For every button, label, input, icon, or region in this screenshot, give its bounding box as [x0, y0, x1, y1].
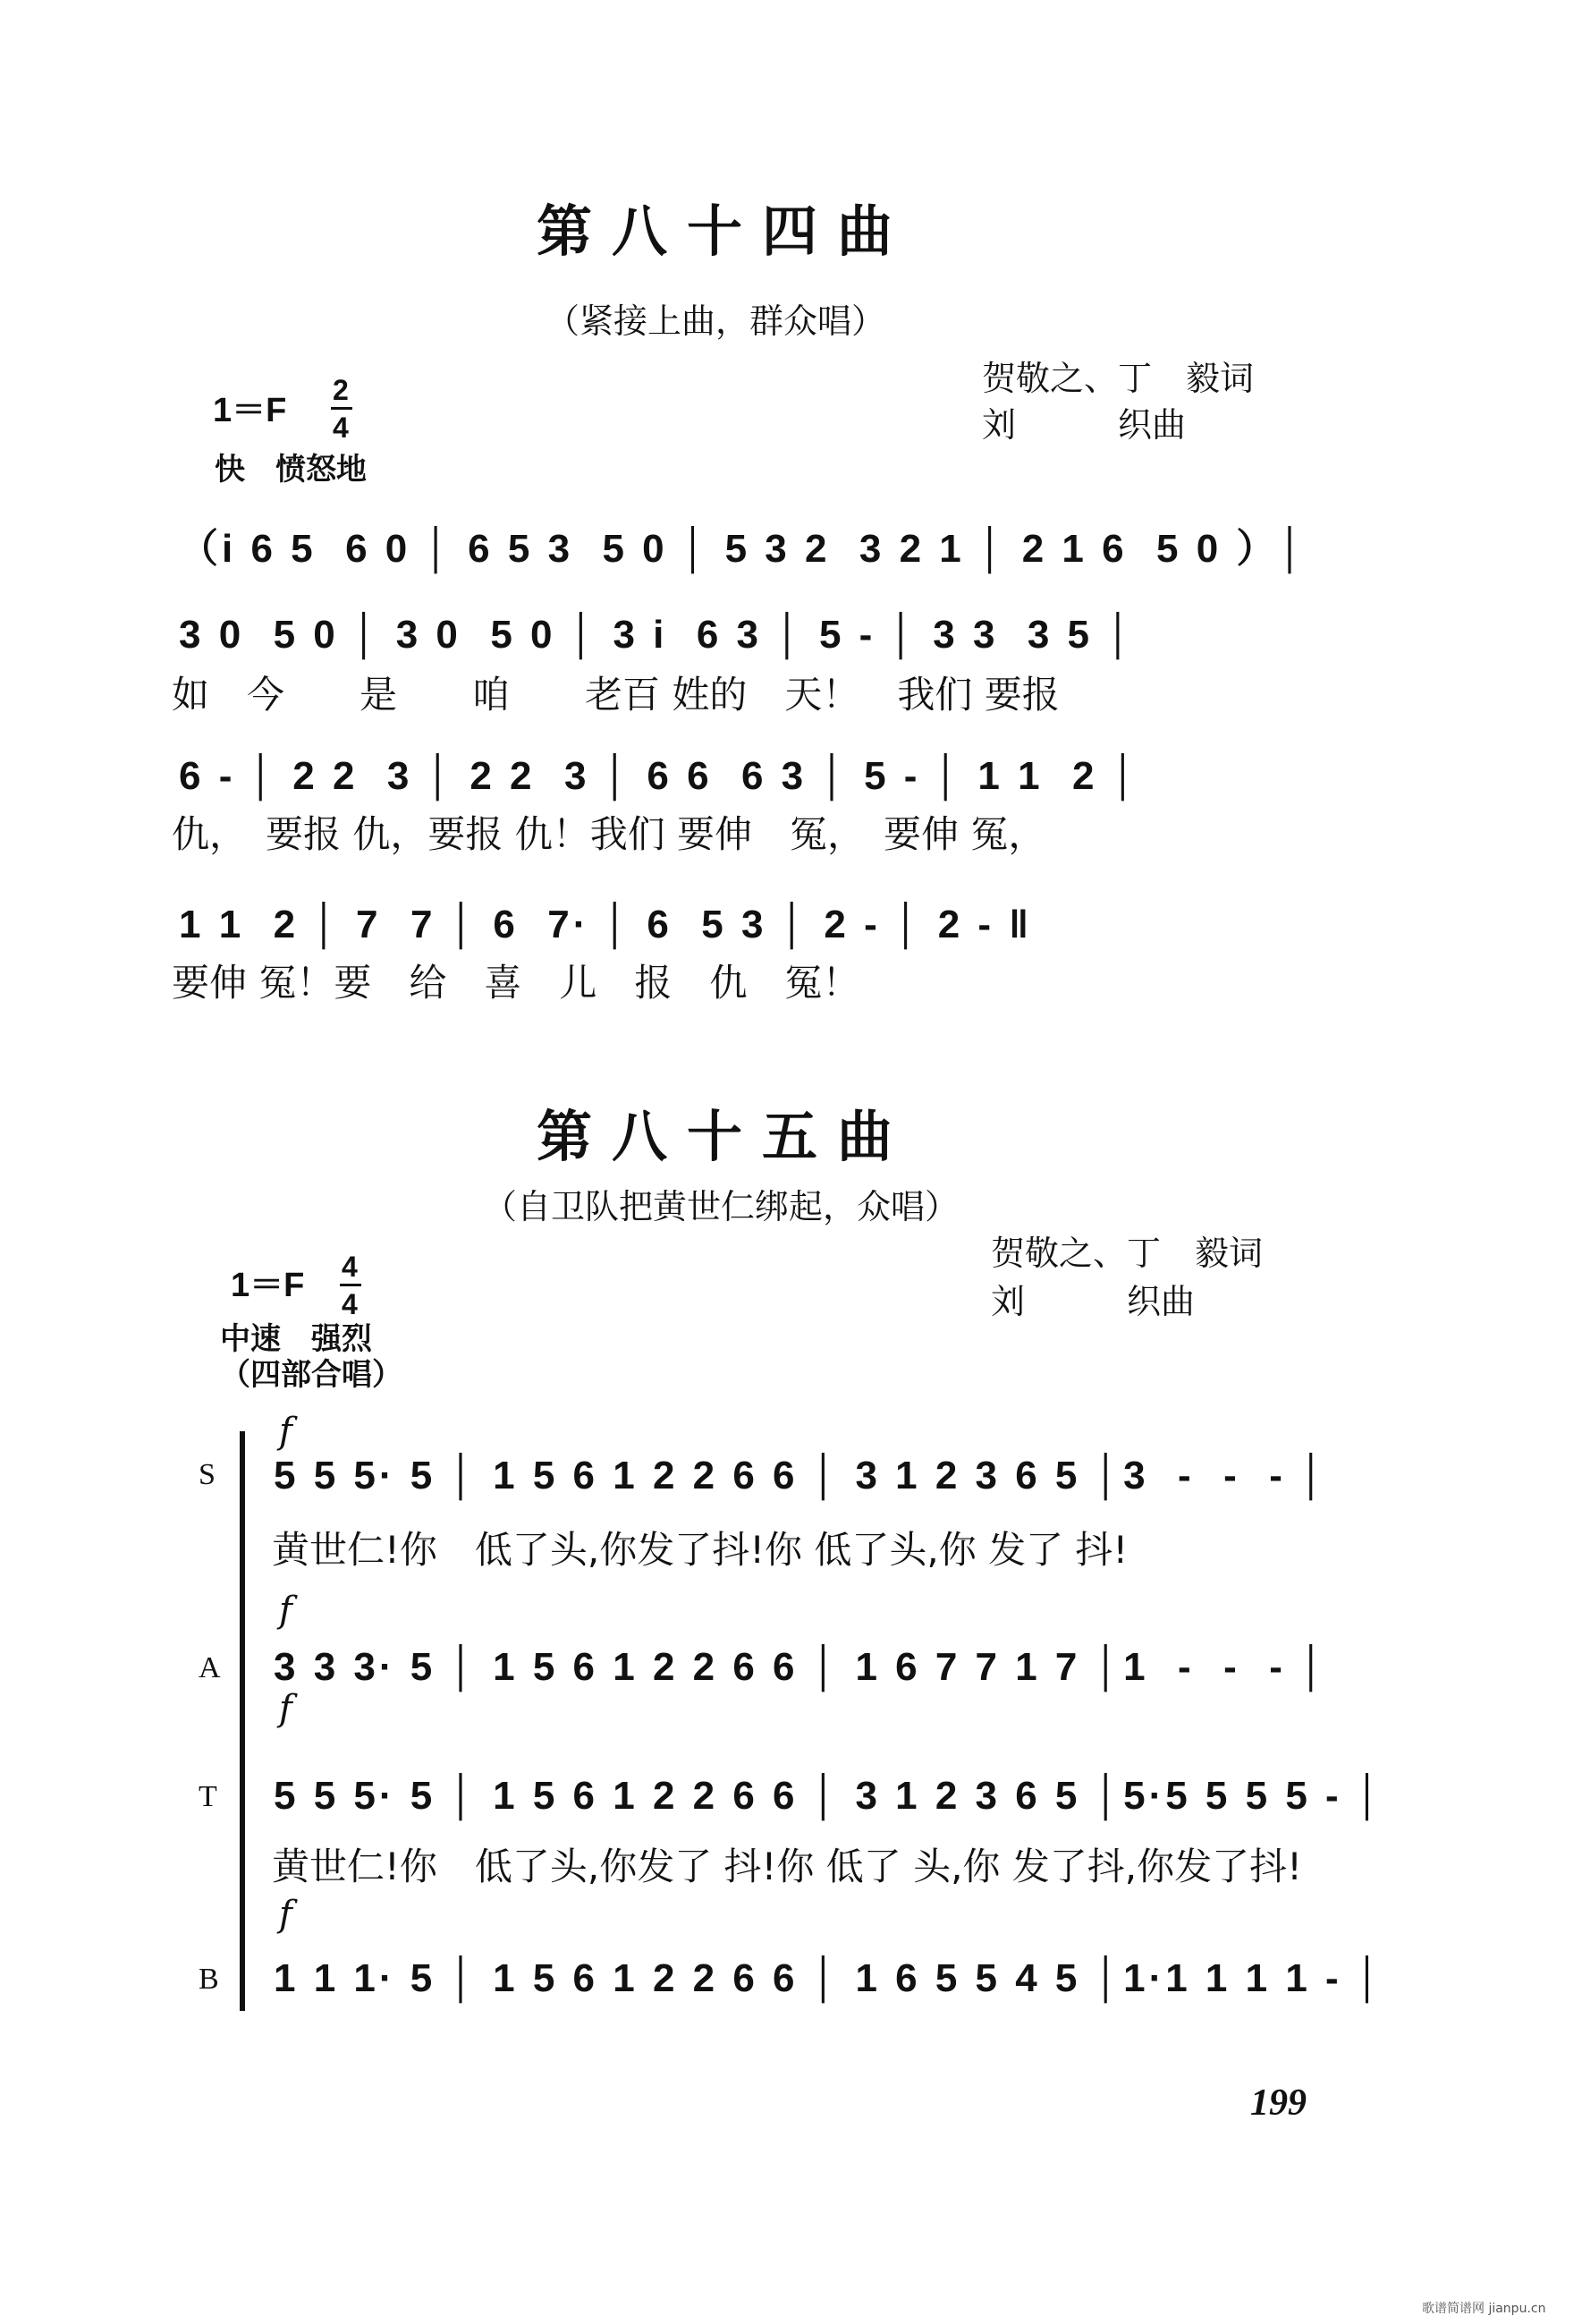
part-a-notes: 3 3 3· 5 │ 1 5 6 1 2 2 6 6 │ 1 6 7 7 1 7 │1 - - - │	[274, 1645, 1329, 1689]
part-b-notes: 1 1 1· 5 │ 1 5 6 1 2 2 6 6 │ 1 6 5 5 4 5 │1·1 1 1 1 - │	[274, 1956, 1385, 2000]
song84-line-2-lyrics: 如 今 是 咱 老百 姓的 天！ 我们 要报	[172, 673, 1060, 717]
song84-line-3-notes: 6 - │ 2 2 3 │ 2 2 3 │ 6 6 6 3 │ 5 - │ 1 1 2 │	[179, 754, 1141, 798]
song84-title: 第八十四曲	[537, 199, 913, 264]
part-label-a: A	[199, 1651, 221, 1684]
song85-key: 1＝F	[231, 1267, 305, 1304]
dynamic-t: f	[279, 1688, 292, 1729]
song84-line-3-lyrics: 仇， 要报 仇，要报 仇！我们 要伸 冤， 要伸 冤，	[172, 812, 1046, 856]
song85-time-line	[340, 1284, 361, 1286]
song84-subtitle: （紧接上曲，群众唱）	[546, 301, 886, 341]
part-s-notes: 5 5 5· 5 │ 1 5 6 1 2 2 6 6 │ 3 1 2 3 6 5 │3 - - - │	[274, 1454, 1329, 1497]
song84-line-4-lyrics: 要伸 冤！要 给 喜 儿 报 仇 冤！	[172, 961, 860, 1005]
song85-time-num: 4	[342, 1251, 358, 1283]
song85-subtitle: （自卫队把黄世仁绑起，众唱）	[483, 1187, 960, 1226]
song85-credit-lyrics: 贺敬之、丁 毅词	[991, 1234, 1264, 1273]
song84-tempo: 快 愤怒地	[215, 452, 367, 488]
song85-tempo: 中速 强烈	[220, 1321, 372, 1357]
part-label-s: S	[199, 1458, 216, 1491]
dynamic-b: f	[279, 1894, 292, 1935]
song85-title: 第八十五曲	[537, 1104, 913, 1169]
watermark: 歌谱简谱网 jianpu.cn	[1422, 2302, 1546, 2316]
song84-credit-music: 刘 织曲	[982, 405, 1187, 445]
song85-tempo-2: （四部合唱）	[220, 1357, 402, 1393]
part-s-lyrics: 黄世仁!你 低了头,你发了抖!你 低了头,你 发了 抖!	[272, 1528, 1129, 1572]
dynamic-s: f	[279, 1411, 292, 1452]
song84-time-num: 2	[333, 374, 349, 406]
song84-time-den: 4	[333, 411, 349, 444]
song84-time-line	[331, 407, 352, 410]
part-t-notes: 5 5 5· 5 │ 1 5 6 1 2 2 6 6 │ 3 1 2 3 6 5 │5·5 5 5 5 - │	[274, 1774, 1385, 1818]
song84-line-1-notes: （i 6 5 6 0 │ 6 5 3 5 0 │ 5 3 2 3 2 1 │ 2 1 6 5 0 ）│	[179, 527, 1307, 571]
page-number: 199	[1250, 2082, 1307, 2124]
part-label-b: B	[199, 1963, 219, 1996]
part-t-lyrics: 黄世仁!你 低了头,你发了 抖!你 低了 头,你 发了抖,你发了抖!	[272, 1845, 1302, 1888]
song84-credit-lyrics: 贺敬之、丁 毅词	[982, 359, 1255, 398]
system-bracket	[240, 1431, 245, 2011]
part-label-t: T	[199, 1780, 217, 1813]
song85-time-den: 4	[342, 1288, 358, 1320]
song85-credit-music: 刘 织曲	[991, 1282, 1196, 1321]
song84-key: 1＝F	[213, 392, 287, 429]
song84-line-2-notes: 3 0 5 0 │ 3 0 5 0 │ 3 i 6 3 │ 5 - │ 3 3 3 5 │	[179, 613, 1136, 657]
song84-line-4-notes: 1 1 2 │ 7 7 │ 6 7· │ 6 5 3 │ 2 - │ 2 - ‖	[179, 903, 1033, 946]
dynamic-a: f	[279, 1590, 292, 1631]
